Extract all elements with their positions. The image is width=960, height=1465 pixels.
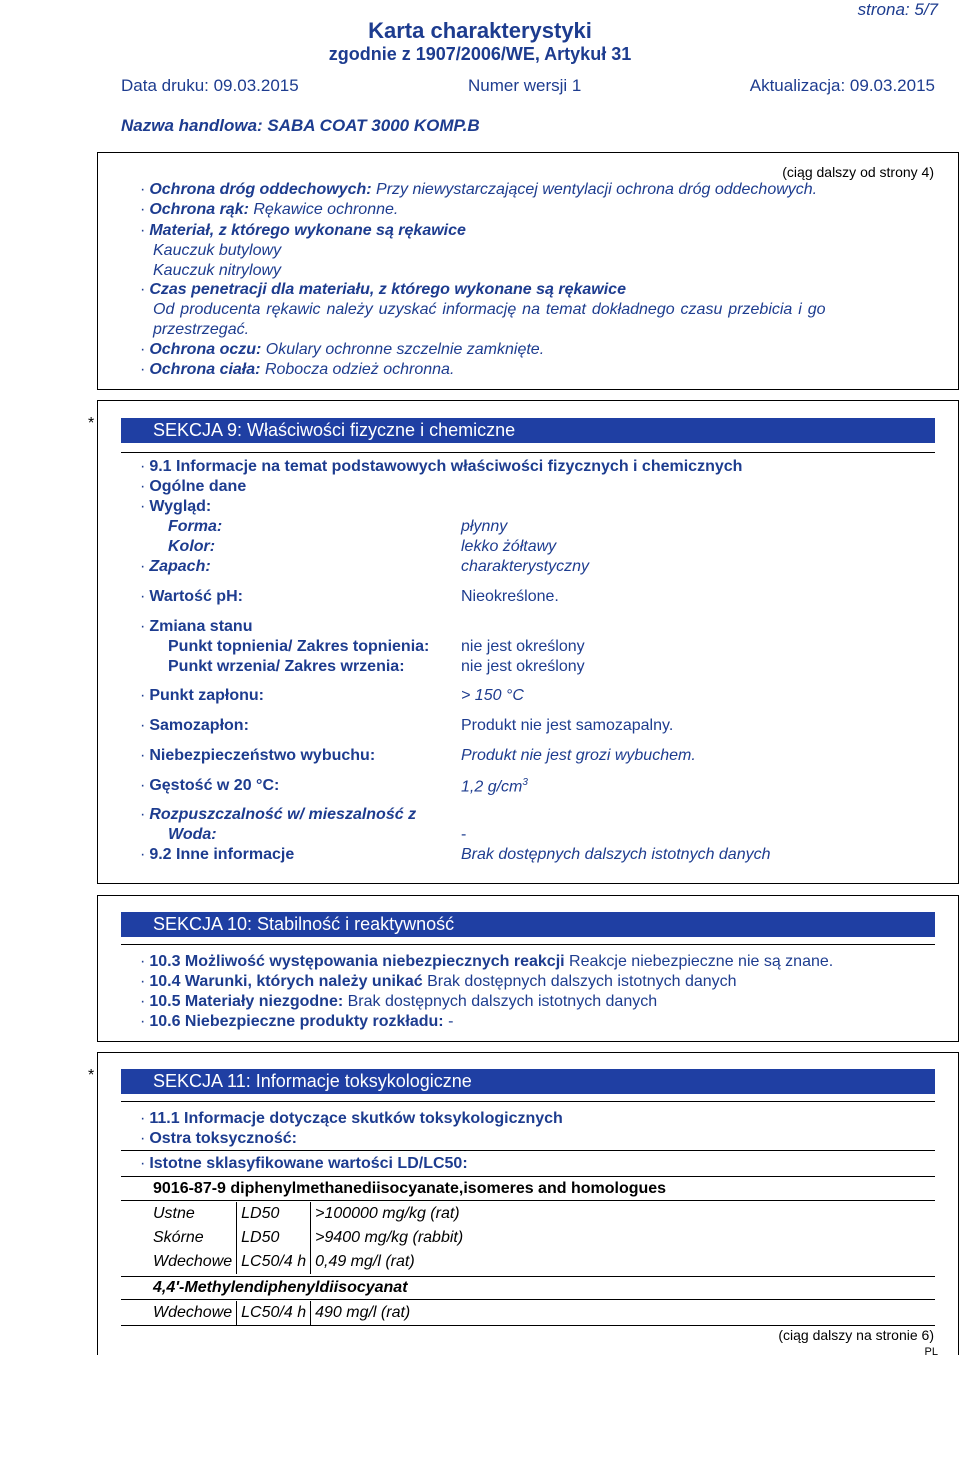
hand-protection [140, 201, 398, 219]
section10-title: SEKCJA 10: Stabilność i reaktywność [153, 914, 455, 934]
substance-2-table [153, 1301, 414, 1325]
section11-change-marker: * [88, 1067, 95, 1084]
hand-label: · Ochrona rąk: [140, 201, 249, 218]
reactivity-10-5-label: · 10.5 Materiały niezgodne: [140, 993, 343, 1010]
document-subtitle: zgodnie z 1907/2006/WE, Artykuł 31 [328, 44, 632, 64]
divider [121, 1299, 935, 1300]
self-ignition-label: · Samozapłon: [140, 717, 249, 734]
subsection-11-1-label: · 11.1 Informacje dotyczące skutków toksykologicznych [140, 1110, 563, 1127]
state-change [140, 618, 252, 636]
boiling-label: Punkt wrzenia/ Zakres wrzenia: [168, 658, 405, 675]
exposure-route: Wdechowe [153, 1253, 233, 1270]
continued-on: (ciąg dalszy na stronie 6) [778, 1327, 934, 1343]
penetration-text-1: Od producenta rękawic należy uzyskać informację na temat dokładnego czasu przebicia i go [153, 301, 826, 318]
state-change-label: · Zmiana stanu [140, 618, 252, 635]
subsection-9-2-value: Brak dostępnych dalszych istotnych danych [461, 846, 771, 863]
table-row [153, 1226, 467, 1250]
body-value: Robocza odzież ochronna. [264, 361, 455, 378]
appearance [140, 498, 211, 516]
water-label: Woda: [168, 826, 217, 843]
ld-lc50-label: · Istotne sklasyfikowane wartości LD/LC50: [140, 1155, 468, 1172]
explosion-hazard [140, 747, 375, 765]
section9-change-marker: * [88, 415, 95, 432]
acute-toxicity-label: · Ostra toksyczność: [140, 1130, 297, 1147]
ph-value: Nieokreślone. [461, 588, 559, 605]
melting-label: Punkt topnienia/ Zakres topnienia: [168, 638, 430, 655]
test-type: LC50/4 h [237, 1250, 311, 1274]
general-data [140, 478, 246, 496]
penetration-time [140, 281, 626, 299]
reactivity-10-3-value: Reakcje niebezpieczne nie są znane. [569, 953, 834, 970]
reactivity-10-5 [140, 993, 657, 1011]
page-number: strona: 5/7 [857, 0, 938, 19]
density-value [461, 777, 528, 796]
table-row [153, 1301, 414, 1325]
continued-from: (ciąg dalszy od strony 4) [782, 164, 934, 180]
body-label: · Ochrona ciała: [140, 361, 260, 378]
test-value: 0,49 mg/l (rat) [311, 1250, 468, 1274]
ph [140, 588, 243, 606]
test-type: LD50 [237, 1202, 311, 1226]
appearance-label: · Wygląd: [140, 498, 211, 515]
divider [121, 1150, 935, 1151]
divider [121, 944, 935, 945]
color-label: Kolor: [168, 538, 216, 555]
exposure-route: Wdechowe [153, 1304, 233, 1321]
flash-point [140, 687, 264, 705]
penetration-label: · Czas penetracji dla materiału, z którego wykonane są rękawice [140, 281, 626, 298]
flash-point-label: · Punkt zapłonu: [140, 687, 264, 704]
glove-material-1: Kauczuk butylowy [153, 242, 282, 259]
respiratory-value: Przy niewystarczającej wentylacji ochrona dróg oddechowych. [376, 181, 818, 198]
reactivity-10-6-value: - [448, 1013, 454, 1030]
odor-value: charakterystyczny [461, 558, 590, 575]
ph-label: · Wartość pH: [140, 588, 243, 605]
table-row [153, 1250, 467, 1274]
respiratory-label: · Ochrona dróg oddechowych: [140, 181, 372, 198]
language-code: PL [924, 1346, 938, 1358]
test-type: LC50/4 h [237, 1301, 311, 1325]
divider [121, 1101, 935, 1102]
solubility [140, 806, 416, 824]
penetration-text-2: przestrzegać. [153, 321, 250, 338]
reactivity-10-4 [140, 973, 737, 991]
reactivity-10-3 [140, 953, 833, 971]
ld-lc50-heading [140, 1155, 468, 1173]
body-protection [140, 361, 454, 379]
acute-toxicity [140, 1130, 297, 1148]
melting-value: nie jest określony [461, 638, 585, 655]
divider [121, 1200, 935, 1201]
document-title: Karta charakterystyki [368, 18, 592, 43]
substance-1-table [153, 1202, 467, 1274]
divider [121, 1176, 935, 1177]
substance-1-name: 9016-87-9 diphenylmethanediisocyanate,isomeres and homologues [153, 1180, 667, 1197]
density [140, 777, 279, 795]
self-ignition-value: Produkt nie jest samozapalny. [461, 717, 674, 734]
form-label: Forma: [168, 518, 223, 535]
odor [140, 558, 211, 576]
subsection-9-2 [140, 846, 294, 864]
flash-point-value: > 150 °C [461, 687, 524, 704]
exposure-route: Ustne [153, 1205, 195, 1222]
glove-material-2: Kauczuk nitrylowy [153, 262, 282, 279]
eye-value: Okulary ochronne szczelnie zamknięte. [265, 341, 545, 358]
glove-material-label: · Materiał, z którego wykonane są rękawice [140, 222, 466, 239]
density-label: · Gęstość w 20 °C: [140, 777, 279, 794]
section11-title: SEKCJA 11: Informacje toksykologiczne [153, 1071, 472, 1091]
eye-protection [140, 341, 544, 359]
respiratory-protection [140, 181, 817, 199]
test-value: >9400 mg/kg (rabbit) [311, 1226, 468, 1250]
version-number: Numer wersji 1 [468, 76, 582, 95]
reactivity-10-4-value: Brak dostępnych dalszych istotnych danych [427, 973, 737, 990]
subsection-9-1-label: · 9.1 Informacje na temat podstawowych właściwości fizycznych i chemicznych [140, 458, 742, 475]
divider [121, 1325, 935, 1326]
substance-2-name: 4,4'-Methylendiphenyldiisocyanat [153, 1279, 408, 1296]
update-date: Aktualizacja: 09.03.2015 [749, 76, 935, 95]
print-date: Data druku: 09.03.2015 [121, 76, 299, 95]
solubility-label: · Rozpuszczalność w/ mieszalność z [140, 806, 416, 823]
density-number: 1,2 g/cm [461, 778, 523, 796]
form-value: płynny [461, 518, 508, 535]
test-value: 490 mg/l (rat) [311, 1301, 415, 1325]
test-type: LD50 [237, 1226, 311, 1250]
hand-value: Rękawice ochronne. [253, 201, 399, 218]
subsection-9-1 [140, 458, 742, 476]
general-data-label: · Ogólne dane [140, 478, 246, 495]
trade-name: Nazwa handlowa: SABA COAT 3000 KOMP.B [121, 116, 480, 135]
subsection-11-1 [140, 1110, 563, 1128]
reactivity-10-5-value: Brak dostępnych dalszych istotnych danych [347, 993, 658, 1010]
explosion-value: Produkt nie jest grozi wybuchem. [461, 747, 696, 764]
color-value: lekko żółtawy [461, 538, 557, 555]
boiling-value: nie jest określony [461, 658, 585, 675]
table-row [153, 1202, 467, 1226]
eye-label: · Ochrona oczu: [140, 341, 261, 358]
reactivity-10-4-label: · 10.4 Warunki, których należy unikać [140, 973, 423, 990]
self-ignition [140, 717, 249, 735]
divider [121, 1276, 935, 1277]
exposure-route: Skórne [153, 1229, 204, 1246]
explosion-label: · Niebezpieczeństwo wybuchu: [140, 747, 375, 764]
test-value: >100000 mg/kg (rat) [311, 1202, 468, 1226]
density-exponent: 3 [522, 777, 528, 788]
reactivity-10-6 [140, 1013, 453, 1031]
water-value: - [461, 826, 467, 843]
subsection-9-2-label: · 9.2 Inne informacje [140, 846, 294, 863]
divider [121, 452, 935, 453]
reactivity-10-3-label: · 10.3 Możliwość występowania niebezpiecznych reakcji [140, 953, 565, 970]
glove-material [140, 222, 466, 240]
reactivity-10-6-label: · 10.6 Niebezpieczne produkty rozkładu: [140, 1013, 444, 1030]
section9-title: SEKCJA 9: Właściwości fizyczne i chemiczne [153, 420, 516, 440]
odor-label: · Zapach: [140, 558, 211, 575]
